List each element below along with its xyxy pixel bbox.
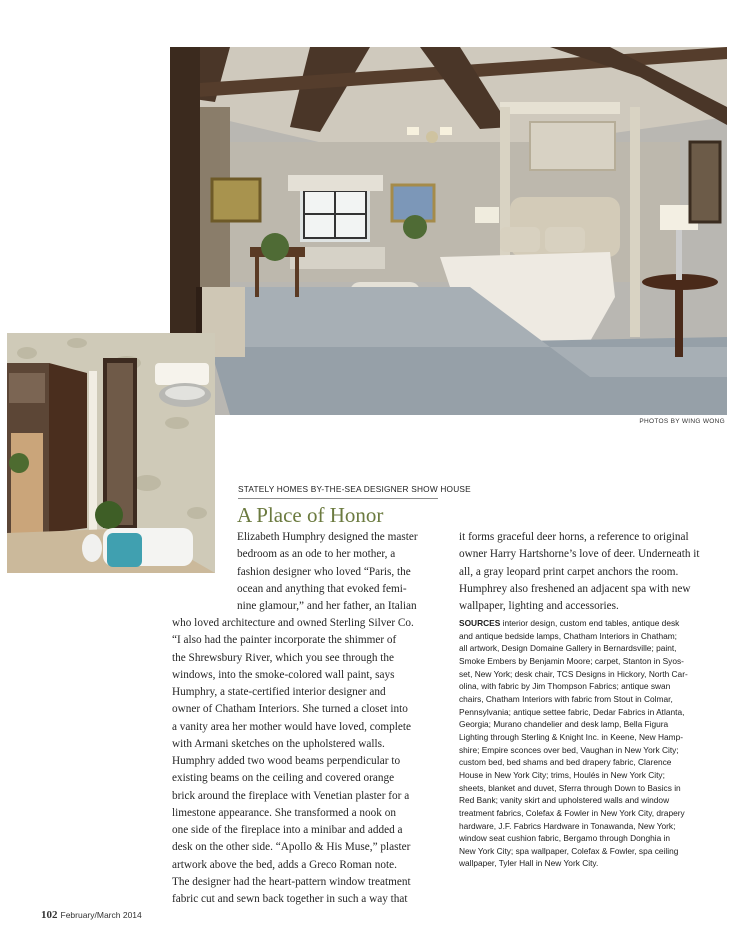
body-line: wallpaper, lighting and accessories. — [459, 600, 619, 612]
body-line: Humphry added two wood beams perpendicular to — [172, 755, 401, 767]
body-line: Humphry, a state-certified interior designer and — [172, 686, 386, 698]
sources-line: set, New York; desk chair, TCS Designs in Hickory, North Car- — [459, 668, 688, 679]
body-line: the Shrewsbury River, which you see through the — [172, 651, 395, 664]
body-line: with Armani sketches on the upholstered walls. — [172, 737, 385, 750]
body-line: artwork above the bed, adds a Greco Roman note. — [172, 858, 397, 871]
page-number: 102 — [41, 909, 58, 921]
body-line: The designer had the heart-pattern window treatment — [172, 875, 411, 888]
body-line: brick around the fireplace with Venetian plaster for a — [172, 789, 410, 802]
sources-line: olina, with fabric by Jim Thompson Fabrics; antique swan — [459, 681, 671, 692]
sources-line: shire; Empire sconces over bed, Vaughan in New York City; — [459, 744, 679, 755]
sources-line: sheets, blanket and duvet, Sferra through Down to Basics in — [459, 782, 681, 793]
body-line: all, a gray leopard print carpet anchors the room. — [459, 565, 679, 578]
sources-line: Georgia; Murano chandelier and desk lamp, Bella Figura — [459, 719, 669, 730]
sources-line: Lighting through Sterling & Knight Inc. in Keene, New Hamp- — [459, 731, 684, 742]
bedroom-photo-image — [170, 47, 727, 415]
sources-line: New York City; spa wallpaper, Colefax & Fowler, spa ceiling — [459, 845, 679, 856]
body-line: one side of the fireplace into a minibar and added a — [172, 824, 403, 836]
sources-line: chairs, Chatham Interiors with fabric from Stout in Colmar, — [459, 693, 673, 704]
sources-line: treatment fabrics, Colefax & Fowler in New York City, drapery — [459, 807, 685, 818]
body-line: who loved architecture and owned Sterling Silver Co. — [172, 617, 414, 629]
sources-line: House in New York City; trims, Houlés in New York City; — [459, 769, 665, 780]
body-line: limestone appearance. She transformed a nook on — [172, 806, 396, 819]
sources-line: custom bed, bed shams and bed drapery fabric, Clarence — [459, 757, 672, 768]
body-line: bedroom as an ode to her mother, a — [237, 548, 396, 561]
body-line: owner of Chatham Interiors. She turned a closet into — [172, 703, 408, 716]
issue-date: February/March 2014 — [60, 910, 142, 920]
sources-label: SOURCES — [459, 618, 501, 628]
article-body-column-1-top — [237, 529, 418, 615]
sources-line: window seat cushion fabric, Bergamo through Donghia in — [459, 833, 671, 844]
body-line: fashion designer who loved “Paris, the — [237, 565, 411, 578]
body-line: Humphrey also freshened an adjacent spa with new — [459, 582, 691, 595]
bedroom-photo — [170, 47, 727, 415]
body-line: nine glamour,” and her father, an Italian — [237, 600, 417, 612]
sources-line: hardware, J.F. Fabrics Hardware in Tonawanda, New York; — [459, 820, 676, 831]
sources-list — [459, 617, 727, 870]
body-line: existing beams on the ceiling and covered orange — [172, 772, 395, 785]
body-line: ocean and anything that evoked femi- — [237, 582, 407, 595]
sources-line: all artwork, Design Domaine Gallery in Bernardsville; paint, — [459, 643, 677, 654]
sources-first-line: interior design, custom end tables, antique desk — [500, 618, 680, 628]
photo-credit: PHOTOS BY WING WONG — [639, 418, 725, 425]
sources-line — [459, 617, 727, 630]
sources-line: wallpaper, Tyler Hall in New York City. — [459, 858, 599, 869]
article-body-column-2 — [459, 529, 700, 615]
body-line: fabric cut and sewn back together in such a way that — [172, 893, 408, 905]
body-line: desk on the other side. “Apollo & His Muse,” plaster — [172, 841, 411, 854]
body-line: it forms graceful deer horns, a reference to original — [459, 531, 689, 543]
body-line: “I also had the painter incorporate the shimmer of — [172, 634, 397, 647]
sources-line: Red Bank; vanity skirt and upholstered walls and window — [459, 795, 670, 806]
body-line: owner Harry Hartshorne’s love of deer. Underneath it — [459, 548, 700, 561]
article-body-column-1-bottom — [172, 615, 414, 908]
sources-line: Pennsylvania; antique settee fabric, Dedar Fabrics in Atlanta, — [459, 706, 685, 717]
page-folio — [41, 909, 142, 921]
section-kicker: STATELY HOMES BY-THE-SEA DESIGNER SHOW HOUSE — [238, 484, 438, 499]
body-line: windows, into the smoke-colored wall paint, says — [172, 668, 395, 681]
spa-photo-image — [7, 333, 215, 573]
article-title: A Place of Honor — [237, 503, 384, 527]
sources-line: Smoke Embers by Benjamin Moore; carpet, Stanton in Syos- — [459, 655, 684, 666]
spa-photo — [7, 333, 215, 573]
body-line: a vanity area her mother would have loved, complete — [172, 720, 411, 733]
body-line: Elizabeth Humphry designed the master — [237, 531, 418, 543]
sources-line: and antique bedside lamps, Chatham Interiors in Chatham; — [459, 630, 677, 641]
